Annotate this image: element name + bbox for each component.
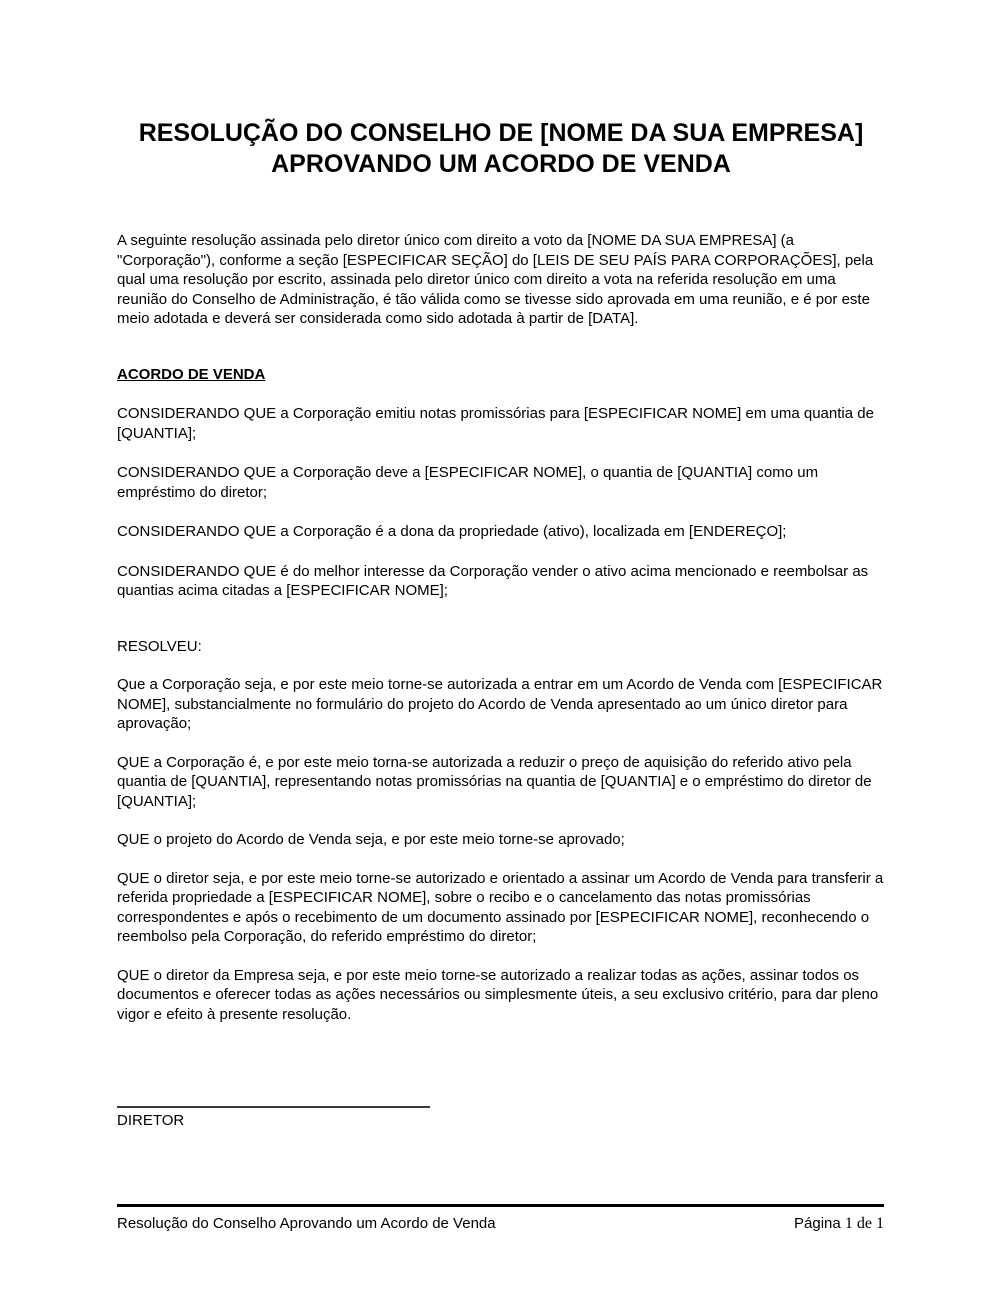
resolution-paragraph: QUE o projeto do Acordo de Venda seja, e por este meio torne-se aprovado; <box>117 831 625 848</box>
section-heading: ACORDO DE VENDA <box>117 365 266 383</box>
title-line-1: RESOLUÇÃO DO CONSELHO DE [NOME DA SUA EMPRESA] <box>138 119 864 147</box>
whereas-paragraph: CONSIDERANDO QUE a Corporação deve a [ESPECIFICAR NOME], o quantia de [QUANTIA] como um empréstimo do diretor; <box>117 464 819 501</box>
document-content <box>117 0 885 1131</box>
resolution-paragraph: QUE o diretor seja, e por este meio torne-se autorizado e orientado a assinar um Acordo de Venda para transferir a referida propriedade a [ESPECIFICAR NOME], sobre o recibo e o cancelamento das notas promissórias correspondentes e após o recebimento de um documento assinado por [ESPECIFICAR NOME], reconhecendo o reembolso pela Corporação, do referido empréstimo do diretor; <box>117 869 884 945</box>
whereas-clauses <box>117 404 885 601</box>
intro-paragraph: A seguinte resolução assinada pelo diretor único com direito a voto da [NOME DA SUA EMPRESA] (a "Corporação"), conforme a seção [ESPECIFICAR SEÇÃO] do [LEIS DE SEU PAÍS PARA CORPORAÇÕES], pela qual uma resolução por escrito, assinada pelo diretor único com direito a vota na referida resolução em uma reunião do Conselho de Administração, é tão válida como se tivesse sido aprovada em uma reunião, e é por este meio adotada e deverá ser considerada como sido adotada à partir de [DATA]. <box>117 232 874 327</box>
resolution-paragraph: QUE a Corporação é, e por este meio torna-se autorizada a reduzir o preço de aquisição do referido ativo pela quantia de [QUANTIA], representando notas promissórias na quantia de [QUANTIA] e o empréstimo do diretor de [QUANTIA]; <box>117 753 872 810</box>
title-line-2: APROVANDO UM ACORDO DE VENDA <box>271 150 731 178</box>
whereas-paragraph: CONSIDERANDO QUE é do melhor interesse da Corporação vender o ativo acima mencionado e reembolsar as quantias acima citadas a [ESPECIFICAR NOME]; <box>117 562 869 599</box>
page-number-value: 1 de 1 <box>844 1215 884 1232</box>
document-title <box>117 118 885 180</box>
signature-block <box>117 1106 885 1131</box>
page-number-label: Página <box>794 1215 845 1232</box>
resolution-paragraph: QUE o diretor da Empresa seja, e por este meio torne-se autorizado a realizar todas as ações, assinar todos os documentos e oferecer todas as ações necessários ou simplesmente úteis, a seu exclusivo critério, para dar pleno vigor e efeito à presente resolução. <box>117 966 879 1023</box>
footer-document-title: Resolução do Conselho Aprovando um Acordo de Venda <box>117 1215 496 1232</box>
signature-label: DIRETOR <box>117 1112 185 1129</box>
whereas-paragraph: CONSIDERANDO QUE a Corporação é a dona da propriedade (ativo), localizada em [ENDEREÇO]; <box>117 523 787 540</box>
resolutions <box>117 675 885 1024</box>
resolved-label: RESOLVEU: <box>117 637 202 655</box>
resolution-paragraph: Que a Corporação seja, e por este meio torne-se autorizada a entrar em um Acordo de Venda com [ESPECIFICAR NOME], substancialmente no formulário do projeto do Acordo de Venda apresentado ao um único diretor para aprovação; <box>117 676 883 732</box>
whereas-paragraph: CONSIDERANDO QUE a Corporação emitiu notas promissórias para [ESPECIFICAR NOME] em uma quantia de [QUANTIA]; <box>117 405 874 442</box>
signature-line <box>117 1106 430 1108</box>
page-footer <box>117 1204 884 1233</box>
page-number <box>794 1214 884 1233</box>
